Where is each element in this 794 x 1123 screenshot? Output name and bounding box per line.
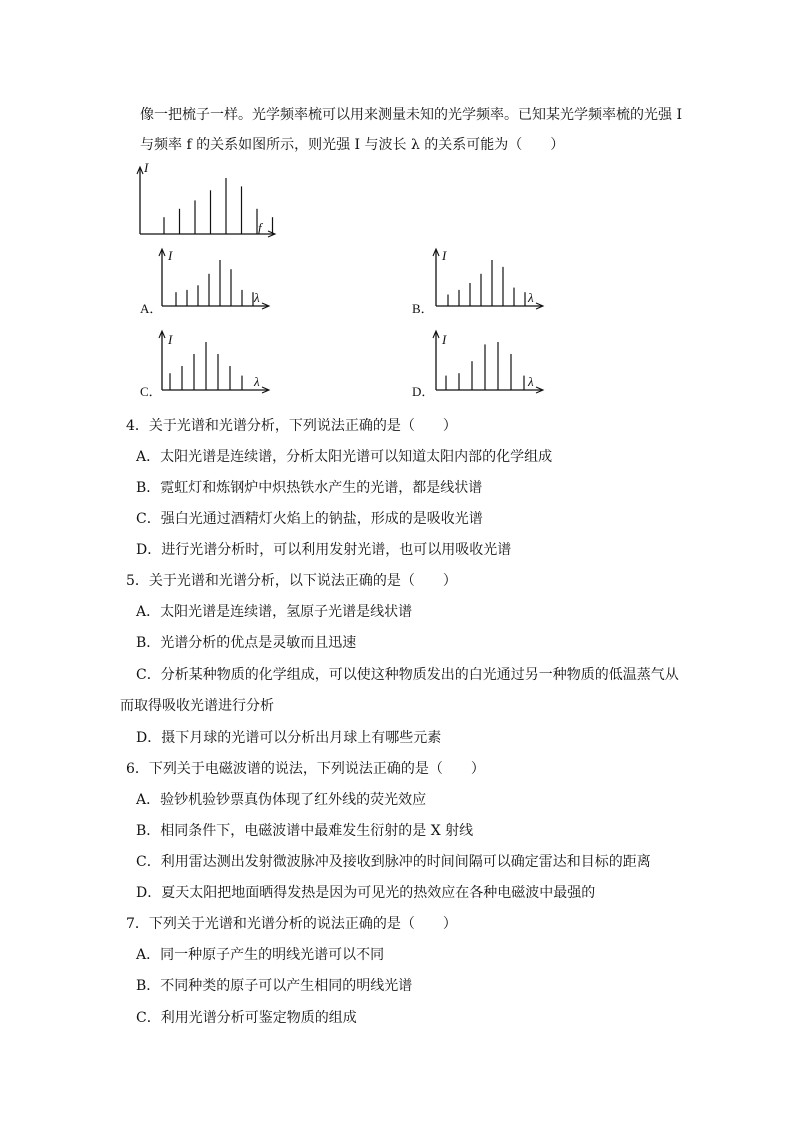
q7-stem: 7．下列关于光谱和光谱分析的说法正确的是（ ） <box>126 916 457 932</box>
q5-option-c-cont[interactable]: 而取得吸收光谱进行分析 <box>120 698 274 714</box>
q6-stem: 6．下列关于电磁波谱的说法，下列说法正确的是（ ） <box>126 761 485 777</box>
q6-option-c[interactable]: C．利用雷达测出发射微波脉冲及接收到脉冲的时间间隔可以确定雷达和目标的距离 <box>136 854 651 870</box>
option-a-figure[interactable] <box>150 248 270 312</box>
q5-option-b[interactable]: B．光谱分析的优点是灵敏而且迅速 <box>136 635 357 651</box>
option-d-figure[interactable] <box>424 332 544 396</box>
q5-option-a[interactable]: A．太阳光谱是连续谱，氢原子光谱是线状谱 <box>136 604 413 620</box>
main-figure-xlabel: f <box>258 220 262 235</box>
q6-option-b[interactable]: B．相同条件下，电磁波谱中最难发生衍射的是 X 射线 <box>136 823 474 839</box>
option-c-label[interactable]: C． <box>140 384 162 399</box>
option-a-ylabel: I <box>168 248 173 263</box>
option-d-ylabel: I <box>442 332 447 347</box>
option-c-ylabel: I <box>168 332 173 347</box>
q6-option-a[interactable]: A．验钞机验钞票真伪体现了红外线的荧光效应 <box>136 792 427 808</box>
q4-stem: 4．关于光谱和光谱分析，下列说法正确的是（ ） <box>126 418 457 434</box>
q7-option-b[interactable]: B．不同种类的原子可以产生相同的明线光谱 <box>136 978 413 994</box>
intro-line-1: 像一把梳子一样。光学频率梳可以用来测量未知的光学频率。已知某光学频率梳的光强 I <box>140 107 682 123</box>
option-c-figure[interactable] <box>150 332 270 396</box>
q5-stem: 5．关于光谱和光谱分析，以下说法正确的是（ ） <box>126 573 457 589</box>
option-d-label[interactable]: D． <box>412 384 435 399</box>
option-d-xlabel: λ <box>528 374 534 389</box>
q5-option-d[interactable]: D．摄下月球的光谱可以分析出月球上有哪些元素 <box>136 730 442 746</box>
q4-option-b[interactable]: B．霓虹灯和炼钢炉中炽热铁水产生的光谱，都是线状谱 <box>136 480 483 496</box>
q5-option-c[interactable]: C．分析某种物质的化学组成，可以使这种物质发出的白光通过另一种物质的低温蒸气从 <box>136 667 679 683</box>
option-c-xlabel: λ <box>254 374 260 389</box>
q4-option-d[interactable]: D．进行光谱分析时，可以利用发射光谱，也可以用吸收光谱 <box>136 542 512 558</box>
option-a-xlabel: λ <box>254 290 260 305</box>
main-figure <box>128 160 278 240</box>
q4-option-c[interactable]: C．强白光通过酒精灯火焰上的钠盐，形成的是吸收光谱 <box>136 511 483 527</box>
q6-option-d[interactable]: D．夏天太阳把地面晒得发热是因为可见光的热效应在各种电磁波中最强的 <box>136 885 596 901</box>
option-b-xlabel: λ <box>528 290 534 305</box>
option-a-label[interactable]: A． <box>140 301 163 316</box>
intro-line-2: 与频率 f 的关系如图所示，则光强 I 与波长 λ 的关系可能为（ ） <box>140 137 565 153</box>
option-b-figure[interactable] <box>424 248 544 312</box>
main-figure-ylabel: I <box>144 160 149 175</box>
q4-option-a[interactable]: A．太阳光谱是连续谱，分析太阳光谱可以知道太阳内部的化学组成 <box>136 449 553 465</box>
q7-option-a[interactable]: A．同一种原子产生的明线光谱可以不同 <box>136 947 385 963</box>
option-b-label[interactable]: B． <box>412 301 434 316</box>
option-b-ylabel: I <box>442 248 447 263</box>
q7-option-c[interactable]: C．利用光谱分析可鉴定物质的组成 <box>136 1010 357 1026</box>
